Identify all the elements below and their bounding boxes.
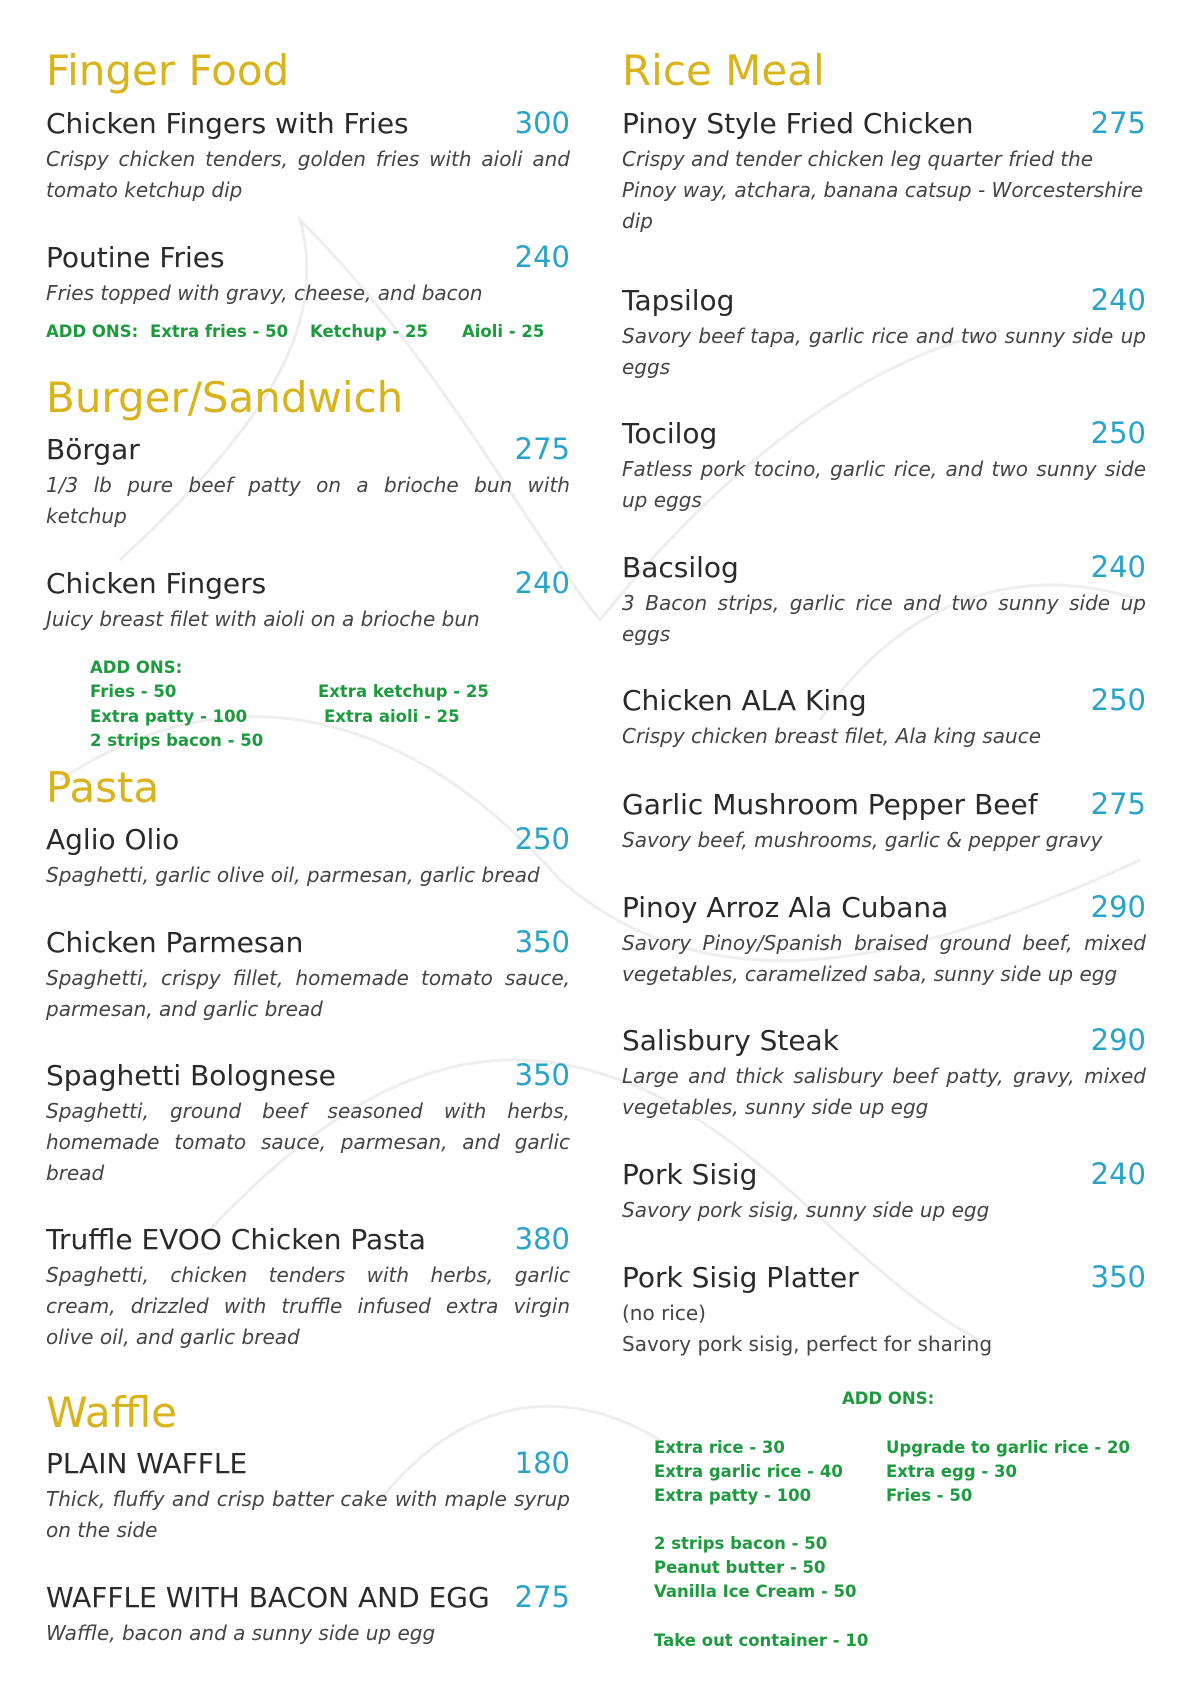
addon-item: Extra ketchup - 25 [318,682,489,701]
item-name: Truffle EVOO Chicken Pasta [46,1223,426,1256]
item-price: 240 [514,240,570,274]
item-name: Garlic Mushroom Pepper Beef [622,788,1038,821]
menu-item [46,240,570,274]
menu-item [622,106,1146,140]
item-price: 240 [1090,550,1146,584]
addons-label: ADD ONS: [90,658,183,677]
item-name: Tapsilog [622,284,735,317]
section-title-burger-sandwich: Burger/Sandwich [46,373,404,422]
item-name: Chicken Fingers with Fries [46,107,409,140]
item-price: 275 [1090,787,1146,821]
item-description: Savory pork sisig, perfect for sharing [622,1332,993,1356]
item-name: Tocilog [622,417,718,450]
item-price: 250 [1090,416,1146,450]
item-name: Pinoy Arroz Ala Cubana [622,891,949,924]
menu-item [622,1157,1146,1191]
item-name: Poutine Fries [46,241,225,274]
menu-item [46,566,570,600]
addon-item: Take out container - 10 [654,1631,869,1650]
item-name: Spaghetti Bolognese [46,1059,336,1092]
item-price: 275 [1090,106,1146,140]
item-name: Bacsilog [622,551,739,584]
item-price: 240 [514,566,570,600]
item-name: Aglio Olio [46,823,180,856]
section-title-finger-food: Finger Food [46,46,290,95]
item-price: 350 [1090,1260,1146,1294]
item-description: Crispy and tender chicken leg quarter fried the Pinoy way, atchara, banana catsup - Worcestershire dip [622,147,1144,233]
addon-item: Upgrade to garlic rice - 20 [886,1438,1130,1457]
addons-label: ADD ONS: [46,322,139,341]
item-description: Crispy chicken tenders, golden fries with aioli and tomato ketchup dip [46,147,570,202]
item-price: 240 [1090,283,1146,317]
addon-item: Extra fries - 50 [150,322,289,341]
menu-item [622,683,1146,717]
addon-item: Extra patty - 100 [90,707,248,726]
item-price: 275 [514,1580,570,1614]
menu-item [46,432,570,466]
menu-item [622,1260,1146,1294]
item-price: 350 [514,925,570,959]
menu-item [622,550,1146,584]
item-price: 180 [514,1446,570,1480]
item-name: Chicken Parmesan [46,926,304,959]
item-description: Thick, fluffy and crisp batter cake with maple syrup on the side [46,1487,570,1542]
menu-item [46,1222,570,1256]
addon-item: Extra aioli - 25 [324,707,460,726]
item-description: Waffle, bacon and a sunny side up egg [46,1621,436,1645]
item-name: Pork Sisig Platter [622,1261,859,1294]
addon-item: Fries - 50 [886,1486,973,1505]
item-description: 3 Bacon strips, garlic rice and two sunny side up eggs [622,591,1146,646]
menu-item [622,1023,1146,1057]
item-price: 290 [1090,1023,1146,1057]
item-name: Pinoy Style Fried Chicken [622,107,974,140]
item-description: Spaghetti, ground beef seasoned with herbs, homemade tomato sauce, parmesan, and garlic bread [46,1099,570,1185]
menu-item [46,822,570,856]
item-description: Spaghetti, chicken tenders with herbs, garlic cream, drizzled with truffle infused extra virgin olive oil, and garlic bread [46,1263,570,1349]
menu-item [622,787,1146,821]
item-description: Spaghetti, garlic olive oil, parmesan, garlic bread [46,863,540,887]
item-price: 300 [514,106,570,140]
item-name: Chicken Fingers [46,567,267,600]
item-description: Large and thick salisbury beef patty, gravy, mixed vegetables, sunny side up egg [622,1064,1146,1119]
item-description: 1/3 lb pure beef patty on a brioche bun with ketchup [46,473,570,528]
item-price: 290 [1090,890,1146,924]
addons-label: ADD ONS: [842,1389,935,1408]
section-title-rice-meal: Rice Meal [622,46,825,95]
section-title-waffle: Waffle [46,1388,178,1437]
item-description: Juicy breast filet with aioli on a brioche bun [46,607,480,631]
menu-item [46,1446,570,1480]
item-name: PLAIN WAFFLE [46,1447,248,1480]
item-price: 350 [514,1058,570,1092]
item-price: 380 [514,1222,570,1256]
menu-item [622,283,1146,317]
addon-item: Ketchup - 25 [310,322,428,341]
item-description: Savory Pinoy/Spanish braised ground beef, mixed vegetables, caramelized saba, sunny side up egg [622,931,1146,986]
addon-item: Extra rice - 30 [654,1438,785,1457]
item-name: Börgar [46,433,140,466]
item-name: Chicken ALA King [622,684,867,717]
item-note: (no rice) [622,1301,706,1325]
item-name: Pork Sisig [622,1158,758,1191]
addon-item: 2 strips bacon - 50 [90,731,264,750]
menu-item [46,106,570,140]
item-description: Savory beef tapa, garlic rice and two sunny side up eggs [622,324,1146,379]
addon-item: Peanut butter - 50 [654,1558,826,1577]
item-description: Spaghetti, crispy fillet, homemade tomato sauce, parmesan, and garlic bread [46,966,570,1021]
addon-item: Extra garlic rice - 40 [654,1462,843,1481]
menu-item [622,890,1146,924]
addon-item: 2 strips bacon - 50 [654,1534,828,1553]
addon-item: Extra egg - 30 [886,1462,1017,1481]
addon-item: Fries - 50 [90,682,177,701]
item-description: Fries topped with gravy, cheese, and bacon [46,281,483,305]
item-price: 240 [1090,1157,1146,1191]
addon-item: Aioli - 25 [462,322,545,341]
menu-item [622,416,1146,450]
menu-item [46,1058,570,1092]
item-description: Fatless pork tocino, garlic rice, and two sunny side up eggs [622,457,1146,512]
item-description: Savory pork sisig, sunny side up egg [622,1198,990,1222]
item-price: 250 [1090,683,1146,717]
item-description: Crispy chicken breast filet, Ala king sauce [622,724,1042,748]
item-price: 250 [514,822,570,856]
item-name: Salisbury Steak [622,1024,839,1057]
item-name: WAFFLE WITH BACON AND EGG [46,1581,490,1614]
addon-item: Extra patty - 100 [654,1486,812,1505]
menu-item [46,1580,570,1614]
addon-item: Vanilla Ice Cream - 50 [654,1582,857,1601]
item-description: Savory beef, mushrooms, garlic & pepper gravy [622,828,1103,852]
section-title-pasta: Pasta [46,763,160,812]
menu-item [46,925,570,959]
item-price: 275 [514,432,570,466]
